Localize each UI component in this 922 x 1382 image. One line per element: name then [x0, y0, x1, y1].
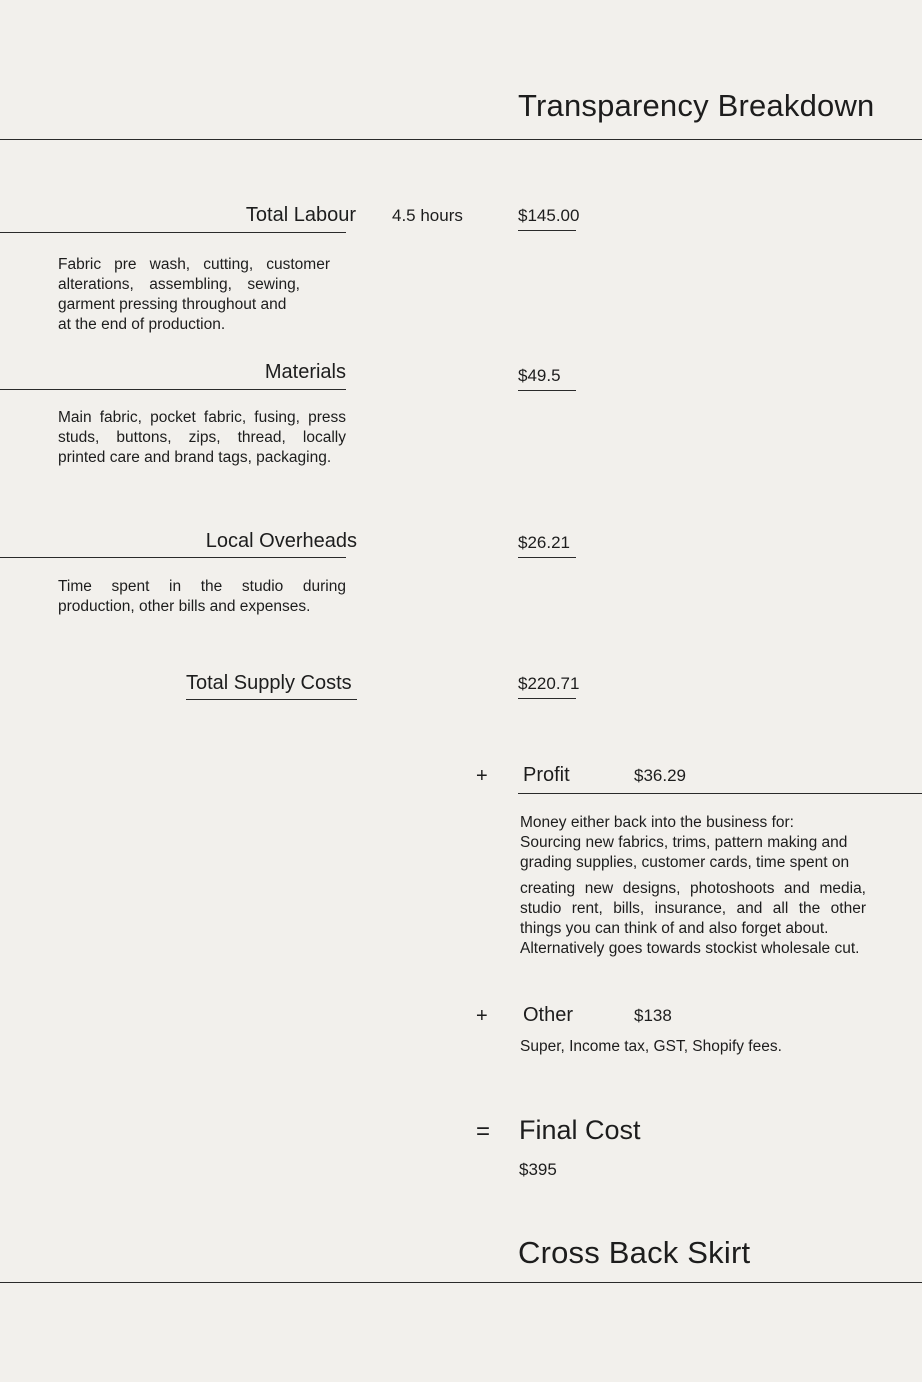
labour-description-line: garment pressing throughout and [58, 296, 287, 313]
materials-description-line: studs, buttons, zips, thread, locally [58, 429, 346, 446]
other-description: Super, Income tax, GST, Shopify fees. [520, 1038, 782, 1055]
overheads-description-line: Time spent in the studio during [58, 578, 346, 595]
footer-divider [0, 1282, 922, 1283]
other-title: Other [523, 1004, 574, 1026]
final-title: Final Cost [519, 1115, 641, 1145]
profit-description-line: Sourcing new fabrics, trims, pattern making and [520, 834, 848, 851]
labour-description-line: at the end of production. [58, 316, 226, 333]
labour-title: Total Labour [245, 204, 356, 226]
labour-divider [0, 232, 346, 233]
page-title: Transparency Breakdown [518, 88, 875, 123]
overheads-title: Local Overheads [205, 530, 357, 552]
header-divider [0, 139, 922, 140]
other-amount: $138 [634, 1006, 672, 1025]
supply-amount: $220.71 [518, 674, 576, 699]
labour-amount: $145.00 [518, 206, 576, 231]
overheads-divider [0, 557, 346, 558]
materials-amount: $49.5 [518, 366, 576, 391]
overheads-amount: $26.21 [518, 533, 576, 558]
materials-description-line: printed care and brand tags, packaging. [58, 449, 332, 466]
profit-title: Profit [523, 764, 570, 786]
materials-title: Materials [264, 361, 346, 383]
profit-description-line: studio rent, bills, insurance, and all the other [520, 900, 866, 917]
materials-divider [0, 389, 346, 390]
product-name: Cross Back Skirt [518, 1235, 751, 1270]
final-operator: = [476, 1118, 491, 1145]
profit-operator: + [476, 765, 488, 787]
profit-description-line: creating new designs, photoshoots and media, [520, 880, 866, 897]
supply-title: Total Supply Costs [186, 672, 357, 700]
final-amount: $395 [519, 1160, 557, 1179]
overheads-description-line: production, other bills and expenses. [58, 598, 311, 615]
labour-description-line: alterations, assembling, sewing, [58, 276, 300, 293]
other-operator: + [476, 1005, 488, 1027]
profit-description-line: Money either back into the business for: [520, 814, 794, 831]
profit-description-line: things you can think of and also forget about. [520, 920, 829, 937]
materials-description-line: Main fabric, pocket fabric, fusing, press [58, 409, 346, 426]
overheads-description [58, 577, 346, 617]
profit-description [520, 813, 866, 959]
profit-description-line: Alternatively goes towards stockist wholesale cut. [520, 940, 860, 957]
profit-description-line: grading supplies, customer cards, time spent on [520, 854, 850, 871]
profit-divider [518, 793, 922, 794]
profit-amount: $36.29 [634, 766, 686, 785]
labour-description [58, 255, 330, 335]
labour-hours: 4.5 hours [392, 206, 463, 225]
labour-description-line: Fabric pre wash, cutting, customer [58, 256, 330, 273]
materials-description [58, 408, 346, 468]
